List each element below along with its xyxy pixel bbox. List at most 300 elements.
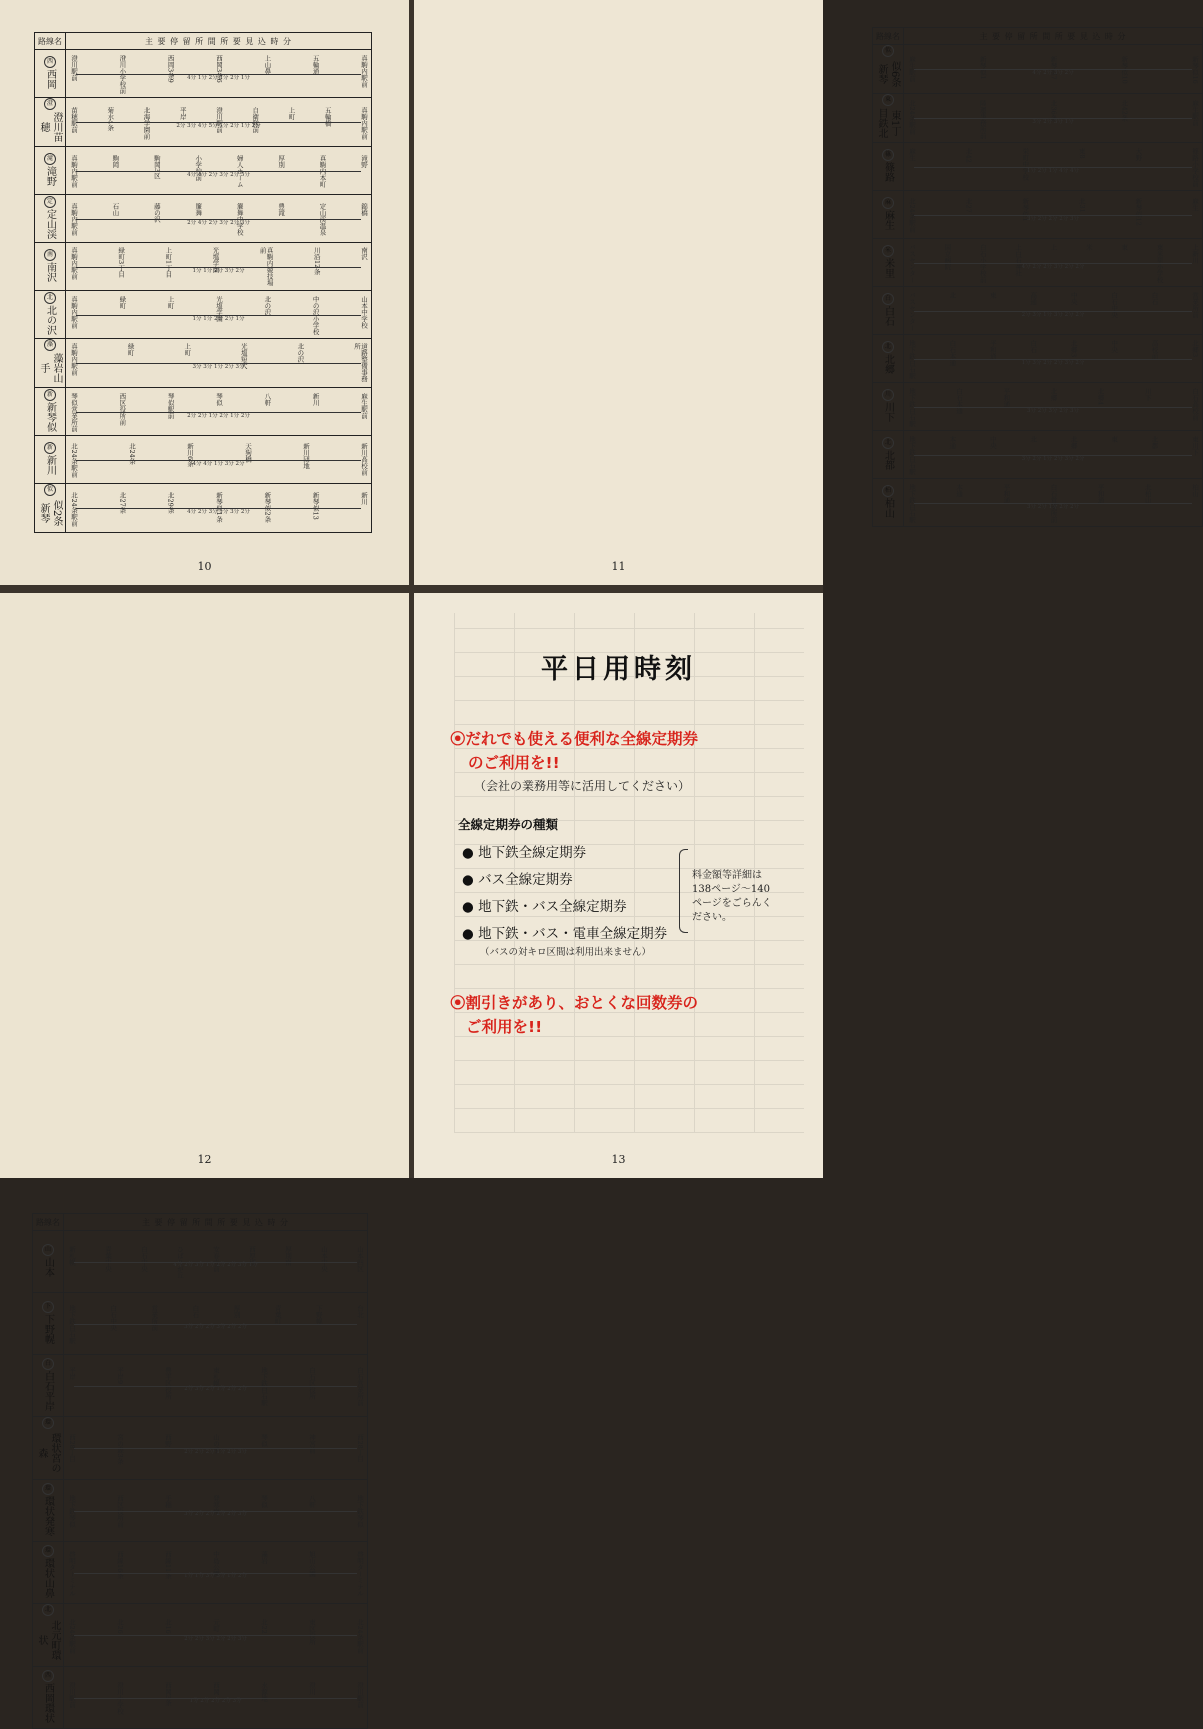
stop-name: 緑町 <box>126 343 135 356</box>
route-name: 白石 <box>882 305 894 326</box>
stops-cell <box>64 1542 368 1604</box>
travel-minutes: 2分 4分 2分 3分 2分 3分 <box>187 219 250 226</box>
stop-name: 真駒内駅前 <box>359 55 368 88</box>
stop-name: 麻生駅前 <box>359 393 368 419</box>
route-name: 山本 <box>42 1256 54 1277</box>
travel-minutes: 2分 3分 1分 3分 2分 2分 <box>1021 311 1085 318</box>
stop-name: 地下鉄白石駅 <box>908 484 916 523</box>
route-number-badge: 下 <box>42 1301 54 1313</box>
stops-cell <box>66 484 372 533</box>
stop-name: 真駒内駅前 <box>70 296 78 329</box>
route-name-cell <box>873 143 904 191</box>
route-table <box>32 1213 368 1729</box>
stop-name: 上 <box>1049 244 1058 251</box>
stop-name: 新琴似1 <box>1021 198 1030 222</box>
stop-name: 厚別 <box>232 1305 241 1318</box>
stop-name: 琴似駅前 <box>166 393 175 419</box>
stop-name: 藻岩 <box>260 1550 268 1564</box>
stop-name: 白石営業所前 <box>1049 484 1058 523</box>
stops-cell <box>66 339 372 388</box>
stop-name: 新川6条 <box>186 443 194 467</box>
route-name: 下野幌 <box>42 1313 54 1344</box>
page-10 <box>0 0 409 585</box>
stop-name: 地下鉄白石駅 <box>68 1305 76 1344</box>
table-row <box>33 1604 368 1667</box>
route-name-cell <box>33 1293 64 1355</box>
table-row <box>35 195 372 243</box>
table-row <box>33 1293 368 1355</box>
stop-name: 苗穂駅前 <box>70 106 78 133</box>
table-row <box>873 239 1203 287</box>
promo-heading-2-cont: ご利用を!! <box>466 1018 543 1036</box>
stop-name: 南沢 <box>359 246 368 260</box>
stop-name: 琴似 <box>260 1433 268 1447</box>
travel-minutes: 2分 2分 1分 2分 1分 2分 <box>187 412 250 419</box>
stop-name: 東 <box>1120 244 1129 251</box>
stop-name: 東札幌 <box>212 1367 220 1387</box>
route-name: 西岡 <box>44 68 56 89</box>
stop-name: 北42条 <box>1120 99 1129 121</box>
route-name: 東1丁目鉄北 <box>876 108 900 138</box>
stops-cell <box>64 1604 368 1667</box>
table-row <box>35 436 372 484</box>
stop-name: 真駒内競技場前 <box>258 246 274 286</box>
route-number-badge: 西 <box>44 56 56 68</box>
table-row <box>873 94 1203 143</box>
stop-name: 北27条 <box>118 491 127 514</box>
route-name: 環状発寒 <box>42 1495 54 1536</box>
travel-minutes: 3分 3分 1分 2分 3分 <box>192 364 245 371</box>
col-travel-time: 主 要 停 留 所 間 所 要 見 込 時 分 <box>66 33 372 50</box>
stop-name: 高校前 <box>1150 340 1159 360</box>
stop-name: 東米里小学校 <box>1155 244 1164 283</box>
route-name: 藻岩山手 <box>38 353 62 383</box>
stops-cell <box>66 436 372 484</box>
stop-name: 澄川駅前 <box>356 1682 364 1709</box>
stop-name: 白石本通 <box>955 388 964 414</box>
stop-name: 北24条駅前 <box>908 198 916 233</box>
travel-minutes: 3分 2分 3分 1分 <box>1032 119 1074 126</box>
stop-name: 柏山 <box>1190 484 1199 497</box>
travel-minutes: 1分 1分 2分 2分 1分 <box>192 315 245 322</box>
stops-cell <box>66 195 372 243</box>
page-title: 平日用時刻 <box>541 654 696 685</box>
route-name-cell <box>35 339 66 388</box>
stop-name: 麻生 <box>1190 198 1199 212</box>
stop-name: 山本中央 <box>320 1246 328 1273</box>
stop-name: 安春寺前 <box>212 1246 220 1273</box>
stop-name: 北24条駅前 <box>70 443 78 478</box>
travel-minutes: 3分 2分 1分 2分 2分 <box>1027 503 1079 510</box>
col-travel-time: 主 要 停 留 所 間 所 要 見 込 時 分 <box>64 1214 368 1231</box>
stop-name: 上町1丁目 <box>164 246 173 277</box>
travel-minutes: 1分 1分 2分 3分 2分 <box>192 267 245 274</box>
route-number-badge: 南 <box>44 249 56 261</box>
stops-cell <box>64 1667 368 1729</box>
stop-name: 澄川駅前 <box>215 106 223 133</box>
route-name-cell <box>33 1542 64 1604</box>
stop-name: 本通 <box>955 484 964 497</box>
route-name: 柏山 <box>882 497 894 518</box>
route-name: 滝野 <box>44 165 56 186</box>
stop-name: 北36条 <box>1049 99 1058 121</box>
stop-name: 東区役所 <box>308 1618 316 1645</box>
stops-cell <box>904 94 1203 143</box>
route-name-cell <box>33 1667 64 1729</box>
stop-name: 栄町中学校 <box>1021 148 1030 181</box>
table-row <box>35 243 372 291</box>
stop-name: 西区役所前 <box>118 393 127 426</box>
travel-minutes: 4分 4分 2分 3分 2分 5分 <box>187 171 250 178</box>
stop-name: 地下鉄白石駅 <box>260 1367 268 1406</box>
stop-name: 平岸9 <box>116 1367 124 1385</box>
route-name: 白石平岸 <box>42 1370 54 1411</box>
stops-cell <box>904 143 1203 191</box>
route-name: 北元町環状 <box>36 1620 60 1660</box>
travel-minutes: 3分 2分 2分 3分 2分 2分 <box>184 1324 247 1331</box>
stop-name: 白石小学校前 <box>978 244 987 283</box>
stop-name: 白石高校前 <box>1190 388 1199 421</box>
travel-minutes: 1分 1分 3分 3分 1分 2分 <box>184 1573 247 1580</box>
stop-name: 西岡3条 <box>164 1682 172 1706</box>
page-number: 10 <box>197 560 212 573</box>
table-row <box>873 287 1203 335</box>
stop-name: 東 <box>988 292 997 299</box>
route-number-badge: 環 <box>42 1417 54 1429</box>
page-number: 11 <box>611 560 626 573</box>
stop-name: 北郷3 <box>1069 340 1078 358</box>
route-name-cell <box>33 1417 64 1480</box>
route-number-badge: 定 <box>44 196 56 208</box>
stop-name: 澄川小学校前 <box>118 55 127 94</box>
route-name-cell <box>35 388 66 436</box>
route-name-cell <box>873 431 904 479</box>
list-item: ● 地下鉄・バス全線定期券 <box>462 899 627 915</box>
stop-name: 大野 <box>1134 148 1143 161</box>
table-row <box>873 431 1203 479</box>
stop-name: 小学校前 <box>194 155 203 182</box>
stop-name: 白石 <box>1150 292 1159 305</box>
side-note: 料金額等詳細は138ページ～140ページをごらんください。 <box>692 870 772 923</box>
stop-name: 北29条 <box>166 491 175 514</box>
stop-name: 東8 <box>1077 148 1086 159</box>
stop-name: 中央 <box>1069 292 1078 305</box>
stop-name: 婦人ホーム <box>235 155 244 188</box>
stop-name: 新川 <box>359 491 368 505</box>
stop-name: 真駒内駅前 <box>70 203 78 236</box>
stop-name: ひばりが丘 <box>176 1246 184 1279</box>
stop-name: 西厚別 <box>248 1246 256 1266</box>
table-row <box>873 45 1203 94</box>
travel-minutes: 3分 2分 2分 2分 2分 3分 <box>184 1511 247 1518</box>
route-number-badge: 新 <box>44 389 56 401</box>
stop-name: 米 <box>1084 244 1093 251</box>
stop-name: 新琴似10 <box>1120 56 1129 84</box>
route-name: 新琴似 <box>44 401 56 432</box>
stop-name: 白石 <box>191 1305 200 1318</box>
stops-cell <box>904 479 1203 527</box>
stop-name: 簾舞中学校 <box>235 203 244 236</box>
stop-name: 東 <box>1110 436 1119 443</box>
stop-name: 豊平区役所 <box>164 1367 172 1400</box>
stop-name: 麻生駅前 <box>908 56 916 83</box>
travel-minutes: 4分 2分 3分 1分 3分 2分 <box>187 509 250 516</box>
stop-name: 地下鉄白石駅 <box>908 388 916 427</box>
route-number-badge: 西 <box>42 1670 54 1682</box>
stop-name: 白石中央 <box>140 1246 148 1273</box>
stop-name: 元町 <box>212 1618 220 1632</box>
travel-minutes: 2分 3分 2分 1分 2分 2分 <box>184 1386 247 1393</box>
stop-name: 北郷4 <box>1096 388 1105 406</box>
stop-name: 北郷3 <box>1190 340 1199 358</box>
stop-name: 篠路小学校前 <box>1190 148 1199 187</box>
stop-name: 新琴似16 <box>1191 56 1199 84</box>
route-name: 澄川苗穂 <box>38 112 62 142</box>
table-row <box>33 1355 368 1417</box>
page-number: 12 <box>197 1153 212 1166</box>
stop-name: 北 <box>1029 436 1038 443</box>
stop-name: 上町 <box>166 296 175 309</box>
route-name: 川下 <box>882 401 894 422</box>
stop-name: 北24条駅前 <box>70 491 78 527</box>
stop-name: 新川団地 <box>302 443 310 470</box>
stop-name: 北柏山 <box>1143 484 1152 504</box>
table-row <box>873 191 1203 239</box>
route-table <box>872 27 1203 527</box>
route-number-badge: 柏 <box>882 485 894 497</box>
route-name-cell <box>873 335 904 383</box>
stops-cell <box>66 50 372 98</box>
table-row <box>35 98 372 147</box>
stop-name: 白石本通 <box>948 340 957 366</box>
travel-minutes: 4分 2分 2分 3分 2分 2分 <box>1021 263 1085 270</box>
stops-cell <box>904 191 1203 239</box>
route-number-badge: 白 <box>42 1358 54 1370</box>
list-item-note: （バスの対キロ区間は利用出来ません） <box>480 947 652 958</box>
stop-name: 新琴似7 <box>1049 56 1058 80</box>
stop-name: 新札幌 <box>68 1246 76 1266</box>
route-number-badge: 東 <box>882 94 894 106</box>
stop-name: 厚別 <box>277 155 286 169</box>
stop-name: 真駒内駅前 <box>70 246 78 279</box>
route-number-badge: 麻 <box>882 197 894 209</box>
route-name-cell <box>33 1604 64 1667</box>
route-name-cell <box>35 98 66 147</box>
stop-name: 新琴似2条 <box>263 491 272 522</box>
stop-name: 青葉町 <box>273 1305 282 1325</box>
stop-name: 駒岡3区 <box>152 155 161 179</box>
stops-cell <box>66 147 372 195</box>
stop-name: 石山 <box>111 203 120 217</box>
stop-name: 真駒内駅前 <box>70 155 78 188</box>
route-number-badge: 似 <box>44 484 56 496</box>
stop-name: 北の沢 <box>296 343 305 363</box>
stops-cell <box>66 291 372 339</box>
stops-cell <box>904 239 1203 287</box>
travel-minutes: 3分 2分 3分 2分 3分 <box>1027 407 1079 414</box>
stop-name: 緑町 <box>118 296 127 309</box>
stop-name: 上町 <box>287 106 296 120</box>
page-13 <box>414 593 823 1178</box>
table-row <box>33 1667 368 1729</box>
route-number-badge: 澄 <box>44 98 56 110</box>
page-12 <box>0 593 409 1723</box>
stops-cell <box>64 1480 368 1542</box>
travel-minutes: 2分 2分 2分 1分 2分 3分 <box>184 1448 247 1455</box>
stop-name: 澄川駅前 <box>68 1682 76 1709</box>
stop-name: 手稲 <box>164 1495 172 1509</box>
route-number-badge: 白 <box>882 293 894 305</box>
stop-name: 青葉中央 <box>104 1246 112 1273</box>
route-number-badge: 環 <box>42 1483 54 1495</box>
stop-name: 白石 <box>1029 340 1038 353</box>
route-number-badge: 新 <box>44 442 56 454</box>
route-name: 北都 <box>882 449 894 470</box>
route-name-cell <box>873 383 904 431</box>
stops-cell <box>904 383 1203 431</box>
travel-minutes: 2分 2分 3分 2分 2分 3分 <box>184 1635 247 1642</box>
route-number-badge: 藻 <box>44 339 56 351</box>
stop-name: 平岸 <box>68 1367 76 1380</box>
stop-name: 啓明ターミナル <box>356 1550 364 1597</box>
travel-minutes: 3分 2分 1分 2分 3分 2分 <box>1021 455 1085 462</box>
stop-name: 北 <box>948 292 957 299</box>
stop-name: 地下鉄白石駅 <box>908 340 916 379</box>
stop-name: 北都 <box>1150 436 1159 449</box>
stops-cell <box>904 287 1203 335</box>
stop-name: 中の沢小学校 <box>311 296 320 335</box>
route-number-badge: 米 <box>882 245 894 257</box>
route-name-cell <box>33 1231 64 1293</box>
stop-name: 五輪橋 <box>323 106 332 127</box>
stop-name: 錦橋 <box>359 203 368 217</box>
stop-name: 山の手 <box>212 1433 220 1454</box>
stop-name: 麻生駅前 <box>1191 99 1199 126</box>
stop-name: 西岡3条6 <box>214 55 223 83</box>
stop-name: 水源地 <box>260 1682 268 1702</box>
stop-name: 下野幌 <box>314 1305 323 1325</box>
stop-name: 白石区役所 <box>308 1367 316 1400</box>
stop-name: 白石中央 <box>1110 292 1119 318</box>
stop-name: 北16 <box>164 1618 172 1634</box>
travel-minutes: 2分 3分 4分 5分 1分 2分 1分 2分 <box>176 123 261 130</box>
stop-name: 北22 <box>260 1618 268 1634</box>
stop-name: 光塩学園 <box>214 296 223 322</box>
stop-name: 西岡 <box>212 1682 220 1696</box>
table-row <box>35 291 372 339</box>
stop-name: 北の沢 <box>263 296 272 316</box>
stop-name: 上町 <box>183 343 192 356</box>
table-row <box>35 50 372 98</box>
table-row <box>33 1480 368 1542</box>
stops-cell <box>904 335 1203 383</box>
stop-name: 緑町3丁目 <box>117 246 126 277</box>
stop-name: 澄川小学校 <box>116 1682 124 1715</box>
stop-name: 澄川駅前 <box>70 55 78 81</box>
stop-name: 北26 <box>116 1618 124 1634</box>
stop-name: 琴似 <box>214 393 223 406</box>
stops-cell <box>64 1417 368 1480</box>
table-row <box>873 143 1203 191</box>
stop-name: 新川高校前 <box>360 443 368 476</box>
stop-name: 滝野 <box>359 155 368 169</box>
stop-name: 高通 <box>1029 292 1038 305</box>
travel-minutes: 4分 4分 1分 3分 2分 <box>192 460 245 467</box>
stop-name: 西線16条 <box>116 1550 124 1579</box>
promo-heading: ⦿だれでも使える便利な全線定期券 <box>450 730 699 748</box>
route-name-cell <box>33 1480 64 1542</box>
stops-cell <box>66 243 372 291</box>
stop-name: 光塩学園 <box>211 246 220 273</box>
stop-name: 天狗橋 <box>244 443 252 463</box>
stop-name: 山本四区 <box>356 1246 364 1273</box>
route-name-cell <box>873 191 904 239</box>
route-name-cell <box>35 291 66 339</box>
route-name: 南沢 <box>44 261 56 282</box>
stop-name: 西線11条 <box>164 1550 172 1579</box>
stops-cell <box>904 431 1203 479</box>
route-name-cell <box>35 484 66 533</box>
stop-name: 真駒内駅前 <box>70 343 78 376</box>
stop-name: 川下 <box>1143 388 1152 401</box>
stop-name: 旭山公園 <box>308 1550 316 1577</box>
stops-cell <box>66 388 372 436</box>
list-item: ● 地下鉄全線定期券 <box>462 845 587 861</box>
stop-name: 光塩短大 <box>239 343 248 369</box>
route-name-cell <box>873 479 904 527</box>
stop-name: 麻生 <box>908 148 916 161</box>
travel-minutes: 4分 2分 3分 2分 <box>1032 70 1074 77</box>
route-number-badge: 北 <box>882 437 894 449</box>
stop-name: 山本中学校 <box>359 296 368 329</box>
stop-name: 中島公園 <box>212 1550 220 1577</box>
route-number-badge: 篠 <box>882 149 894 161</box>
route-name: 西岡環状 <box>42 1682 54 1723</box>
stop-name: 藤の沢 <box>152 203 161 223</box>
stop-name: 白石営業所前 <box>356 1367 364 1406</box>
stop-name: 北海学園前 <box>142 106 151 140</box>
route-name-cell <box>35 436 66 484</box>
route-name-cell <box>873 287 904 335</box>
route-name-cell <box>35 50 66 98</box>
stop-name: 平岸 <box>178 106 187 120</box>
route-number-badge: 似 <box>882 45 894 57</box>
list-item: ● バス全線定期券 <box>462 872 573 888</box>
stop-name: 営業所前 <box>1190 292 1199 318</box>
route-name: 定山渓 <box>44 208 56 239</box>
list-item: ● 地下鉄・バス・電車全線定期券 <box>462 926 668 942</box>
stop-name: 西区役所前 <box>116 1495 124 1528</box>
route-name-cell <box>35 243 66 291</box>
stop-name: 真駒内駅前 <box>360 106 368 140</box>
stop-name: 白石中央 <box>109 1305 118 1331</box>
promo-heading-cont: のご利用を!! <box>468 754 560 772</box>
travel-minutes: 1分 2分 1分 4分 4分 <box>1027 167 1079 174</box>
pass-types-heading: 全線定期券の種類 <box>458 817 559 832</box>
stop-name: 新琴似12 <box>1134 198 1143 227</box>
route-name-cell <box>35 195 66 243</box>
route-name: 麻生 <box>882 209 894 230</box>
stop-name: 新琴似1条 <box>214 491 223 522</box>
stop-name: 新琴似1 <box>978 56 987 80</box>
stop-name: 北42 <box>964 148 973 163</box>
stop-name: 宮の森3条 <box>116 1433 124 1465</box>
stop-name: 菊水4条 <box>106 106 115 131</box>
stop-name: 新川 <box>311 393 320 406</box>
stop-name: 西28丁目 <box>68 1433 76 1462</box>
stop-name: 北郷 <box>1069 436 1078 449</box>
route-name-cell <box>33 1355 64 1417</box>
